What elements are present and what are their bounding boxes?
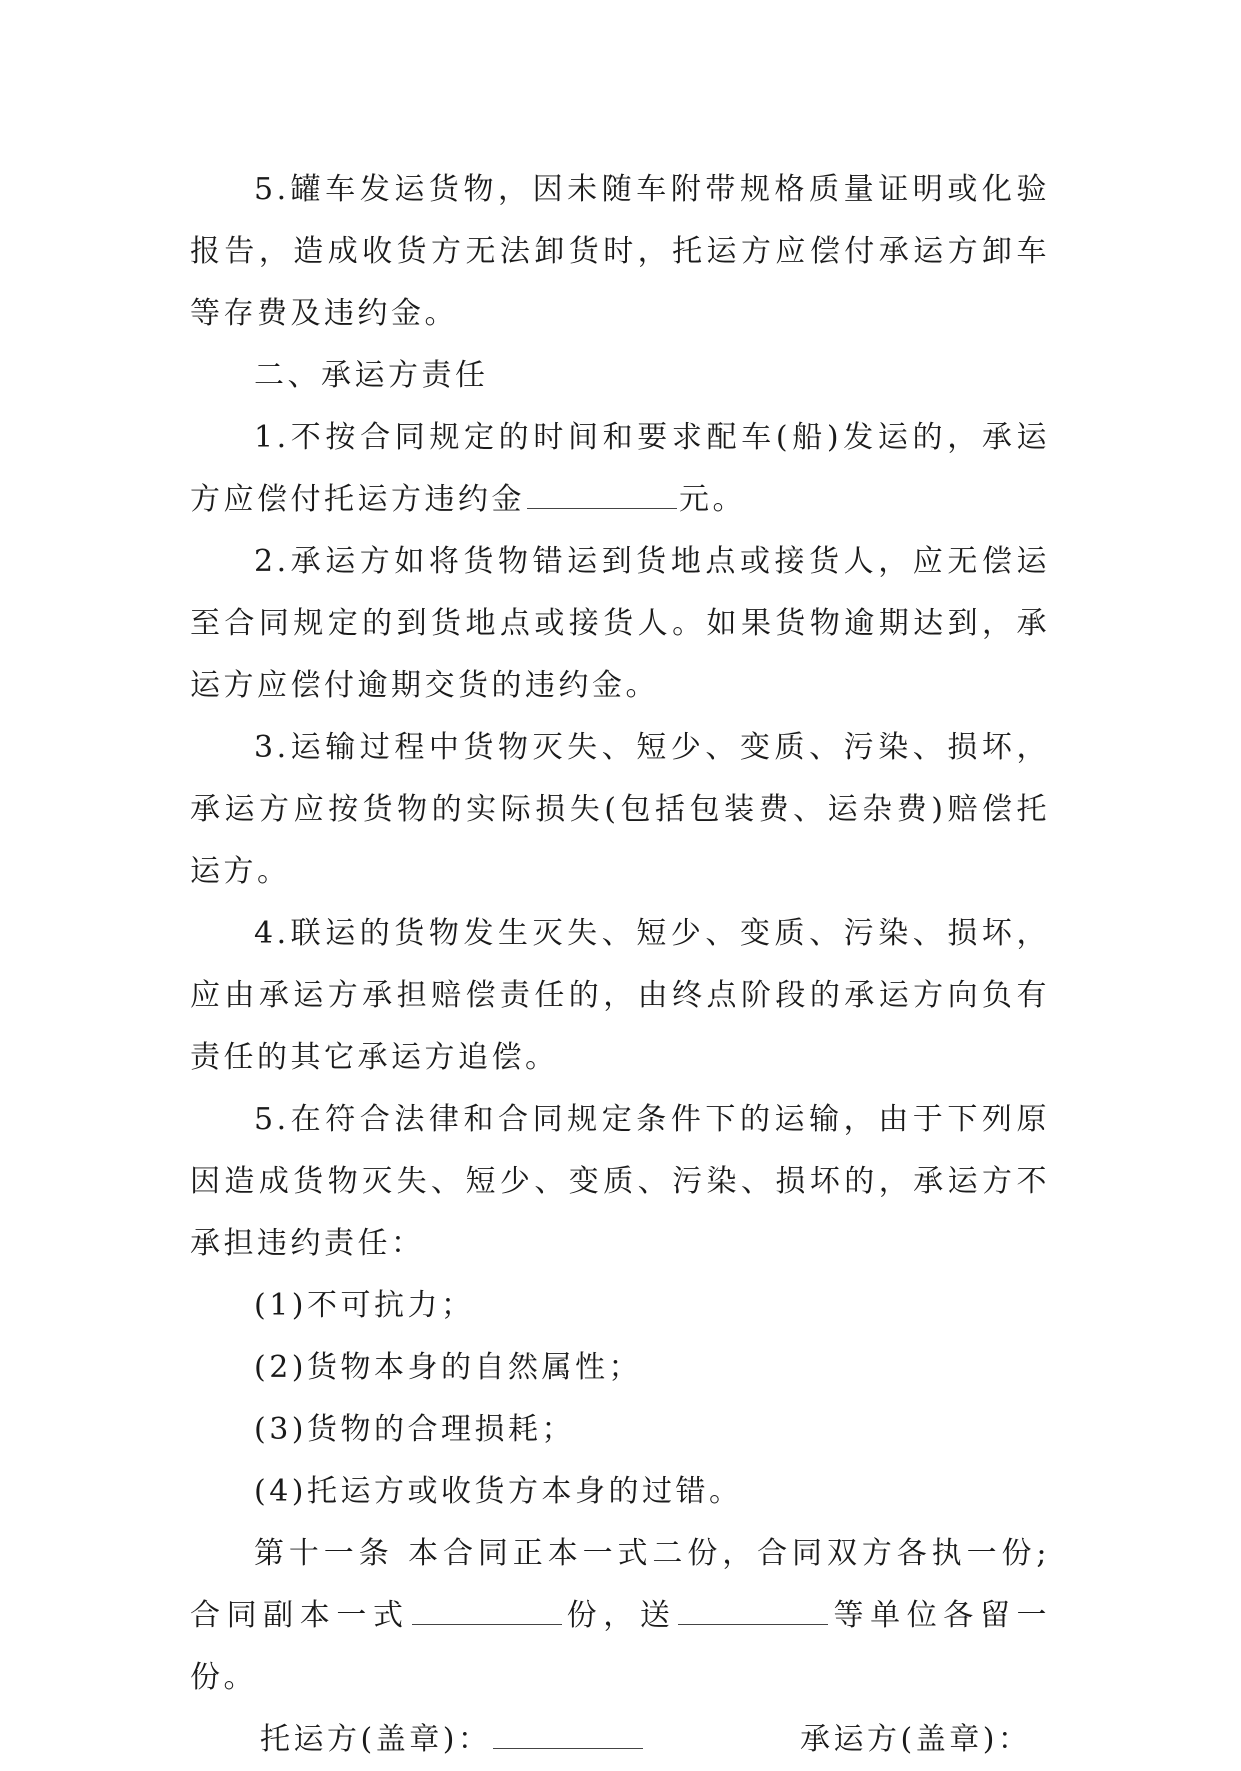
paragraph-clause-2: 2.承运方如将货物错运到货地点或接货人，应无偿运至合同规定的到货地点或接货人。如果货物逾期达到，承运方应偿付逾期交货的违约金。 — [190, 544, 1050, 703]
recipient-units-blank — [678, 1598, 828, 1625]
carrier-signature-label: 承运方(盖章)： — [800, 1722, 1032, 1757]
shipper-signature-label: 托运方(盖章)： — [260, 1722, 492, 1757]
paragraph-clause-5: 5.在符合法律和合同规定条件下的运输，由于下列原因造成货物灭失、短少、变质、污染、损坏的，承运方不承担违约责任： — [190, 1102, 1050, 1261]
paragraph-clause-3: 3.运输过程中货物灭失、短少、变质、污染、损坏，承运方应按货物的实际损失(包括包装费、运杂费)赔偿托运方。 — [190, 730, 1050, 889]
paragraph-clause-1 — [190, 407, 1050, 531]
article-11-mid: 份，送 — [563, 1598, 677, 1633]
penalty-amount-blank — [527, 482, 677, 509]
list-item-force-majeure: (1)不可抗力； — [254, 1288, 475, 1323]
shipper-signature-blank — [493, 1722, 643, 1749]
copy-count-blank — [412, 1598, 562, 1625]
document-body — [190, 159, 1050, 1771]
article-11-end: 等单位各留一份。 — [190, 1598, 1050, 1695]
clause-1-suffix: 元。 — [679, 482, 746, 517]
paragraph-clause-4: 4.联运的货物发生灭失、短少、变质、污染、损坏，应由承运方承担赔偿责任的，由终点阶段的承运方向负有责任的其它承运方追偿。 — [190, 916, 1050, 1075]
section-heading-carrier-liability: 二、承运方责任 — [254, 358, 489, 393]
paragraph-article-11 — [190, 1523, 1050, 1709]
list-item-natural-attributes: (2)货物本身的自然属性； — [254, 1350, 642, 1385]
article-11-text: 第十一条 本合同正本一式二份，合同双方各执一份;合同副本一式 — [190, 1536, 1050, 1633]
clause-1-text: 1.不按合同规定的时间和要求配车(船)发运的，承运方应偿付托运方违约金 — [190, 420, 1050, 517]
list-item-party-fault: (4)托运方或收货方本身的过错。 — [254, 1474, 743, 1509]
shipper-signature — [260, 1709, 645, 1771]
list-item-reasonable-loss: (3)货物的合理损耗； — [254, 1412, 575, 1447]
signature-row — [190, 1709, 1050, 1771]
paragraph-tank-car-shipment: 5.罐车发运货物，因未随车附带规格质量证明或化验报告，造成收货方无法卸货时，托运方应偿付承运方卸车等存费及违约金。 — [190, 172, 1050, 331]
